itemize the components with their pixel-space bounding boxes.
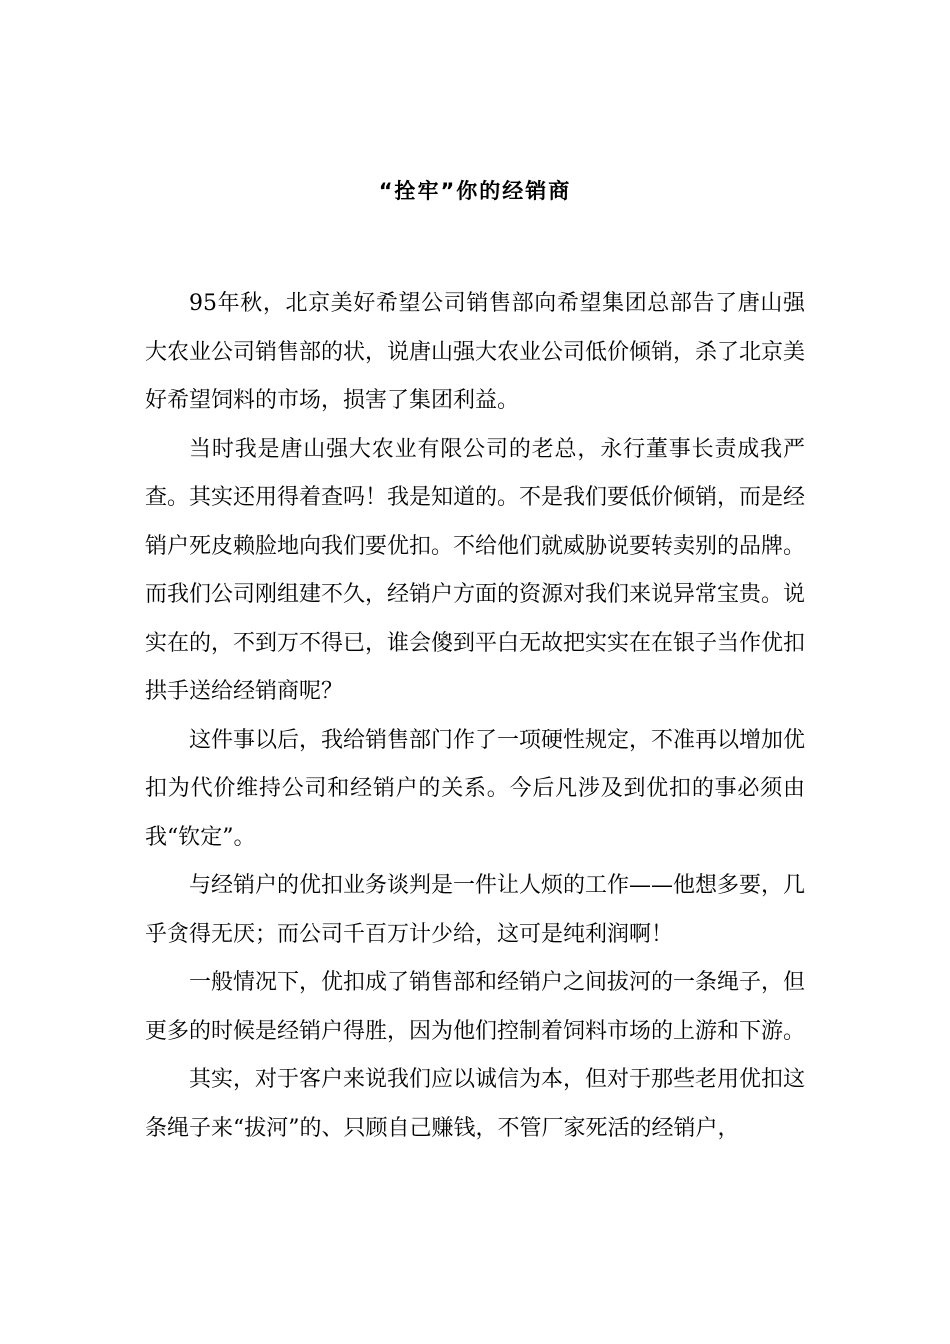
paragraph: 95年秋，北京美好希望公司销售部向希望集团总部告了唐山强大农业公司销售部的状，说唐山强大农业公司低价倾销，杀了北京美好希望饲料的市场，损害了集团利益。 <box>145 291 806 413</box>
paragraph: 与经销户的优扣业务谈判是一件让人烦的工作——他想多要，几乎贪得无厌；而公司千百万计少给，这可是纯利润啊！ <box>145 873 806 947</box>
document-title: “拴牢”你的经销商 <box>378 179 572 204</box>
paragraph: 其实，对于客户来说我们应以诚信为本，但对于那些老用优扣这条绳子来“拔河”的、只顾自己赚钱，不管厂家死活的经销户， <box>145 1067 806 1141</box>
document-body <box>145 280 805 1153</box>
paragraph: 当时我是唐山强大农业有限公司的老总，永行董事长责成我严查。其实还用得着查吗！我是知道的。不是我们要低价倾销，而是经销户死皮赖脸地向我们要优扣。不给他们就威胁说要转卖别的品牌。而我们公司刚组建不久，经销户方面的资源对我们来说异常宝贵。说实在的，不到万不得已，谁会傻到平白无故把实实在在银子当作优扣拱手送给经销商呢？ <box>145 436 806 704</box>
paragraph: 这件事以后，我给销售部门作了一项硬性规定，不准再以增加优扣为代价维持公司和经销户的关系。今后凡涉及到优扣的事必须由我“钦定”。 <box>145 727 806 850</box>
paragraph: 一般情况下，优扣成了销售部和经销户之间拔河的一条绳子，但更多的时候是经销户得胜，因为他们控制着饲料市场的上游和下游。 <box>145 970 806 1044</box>
